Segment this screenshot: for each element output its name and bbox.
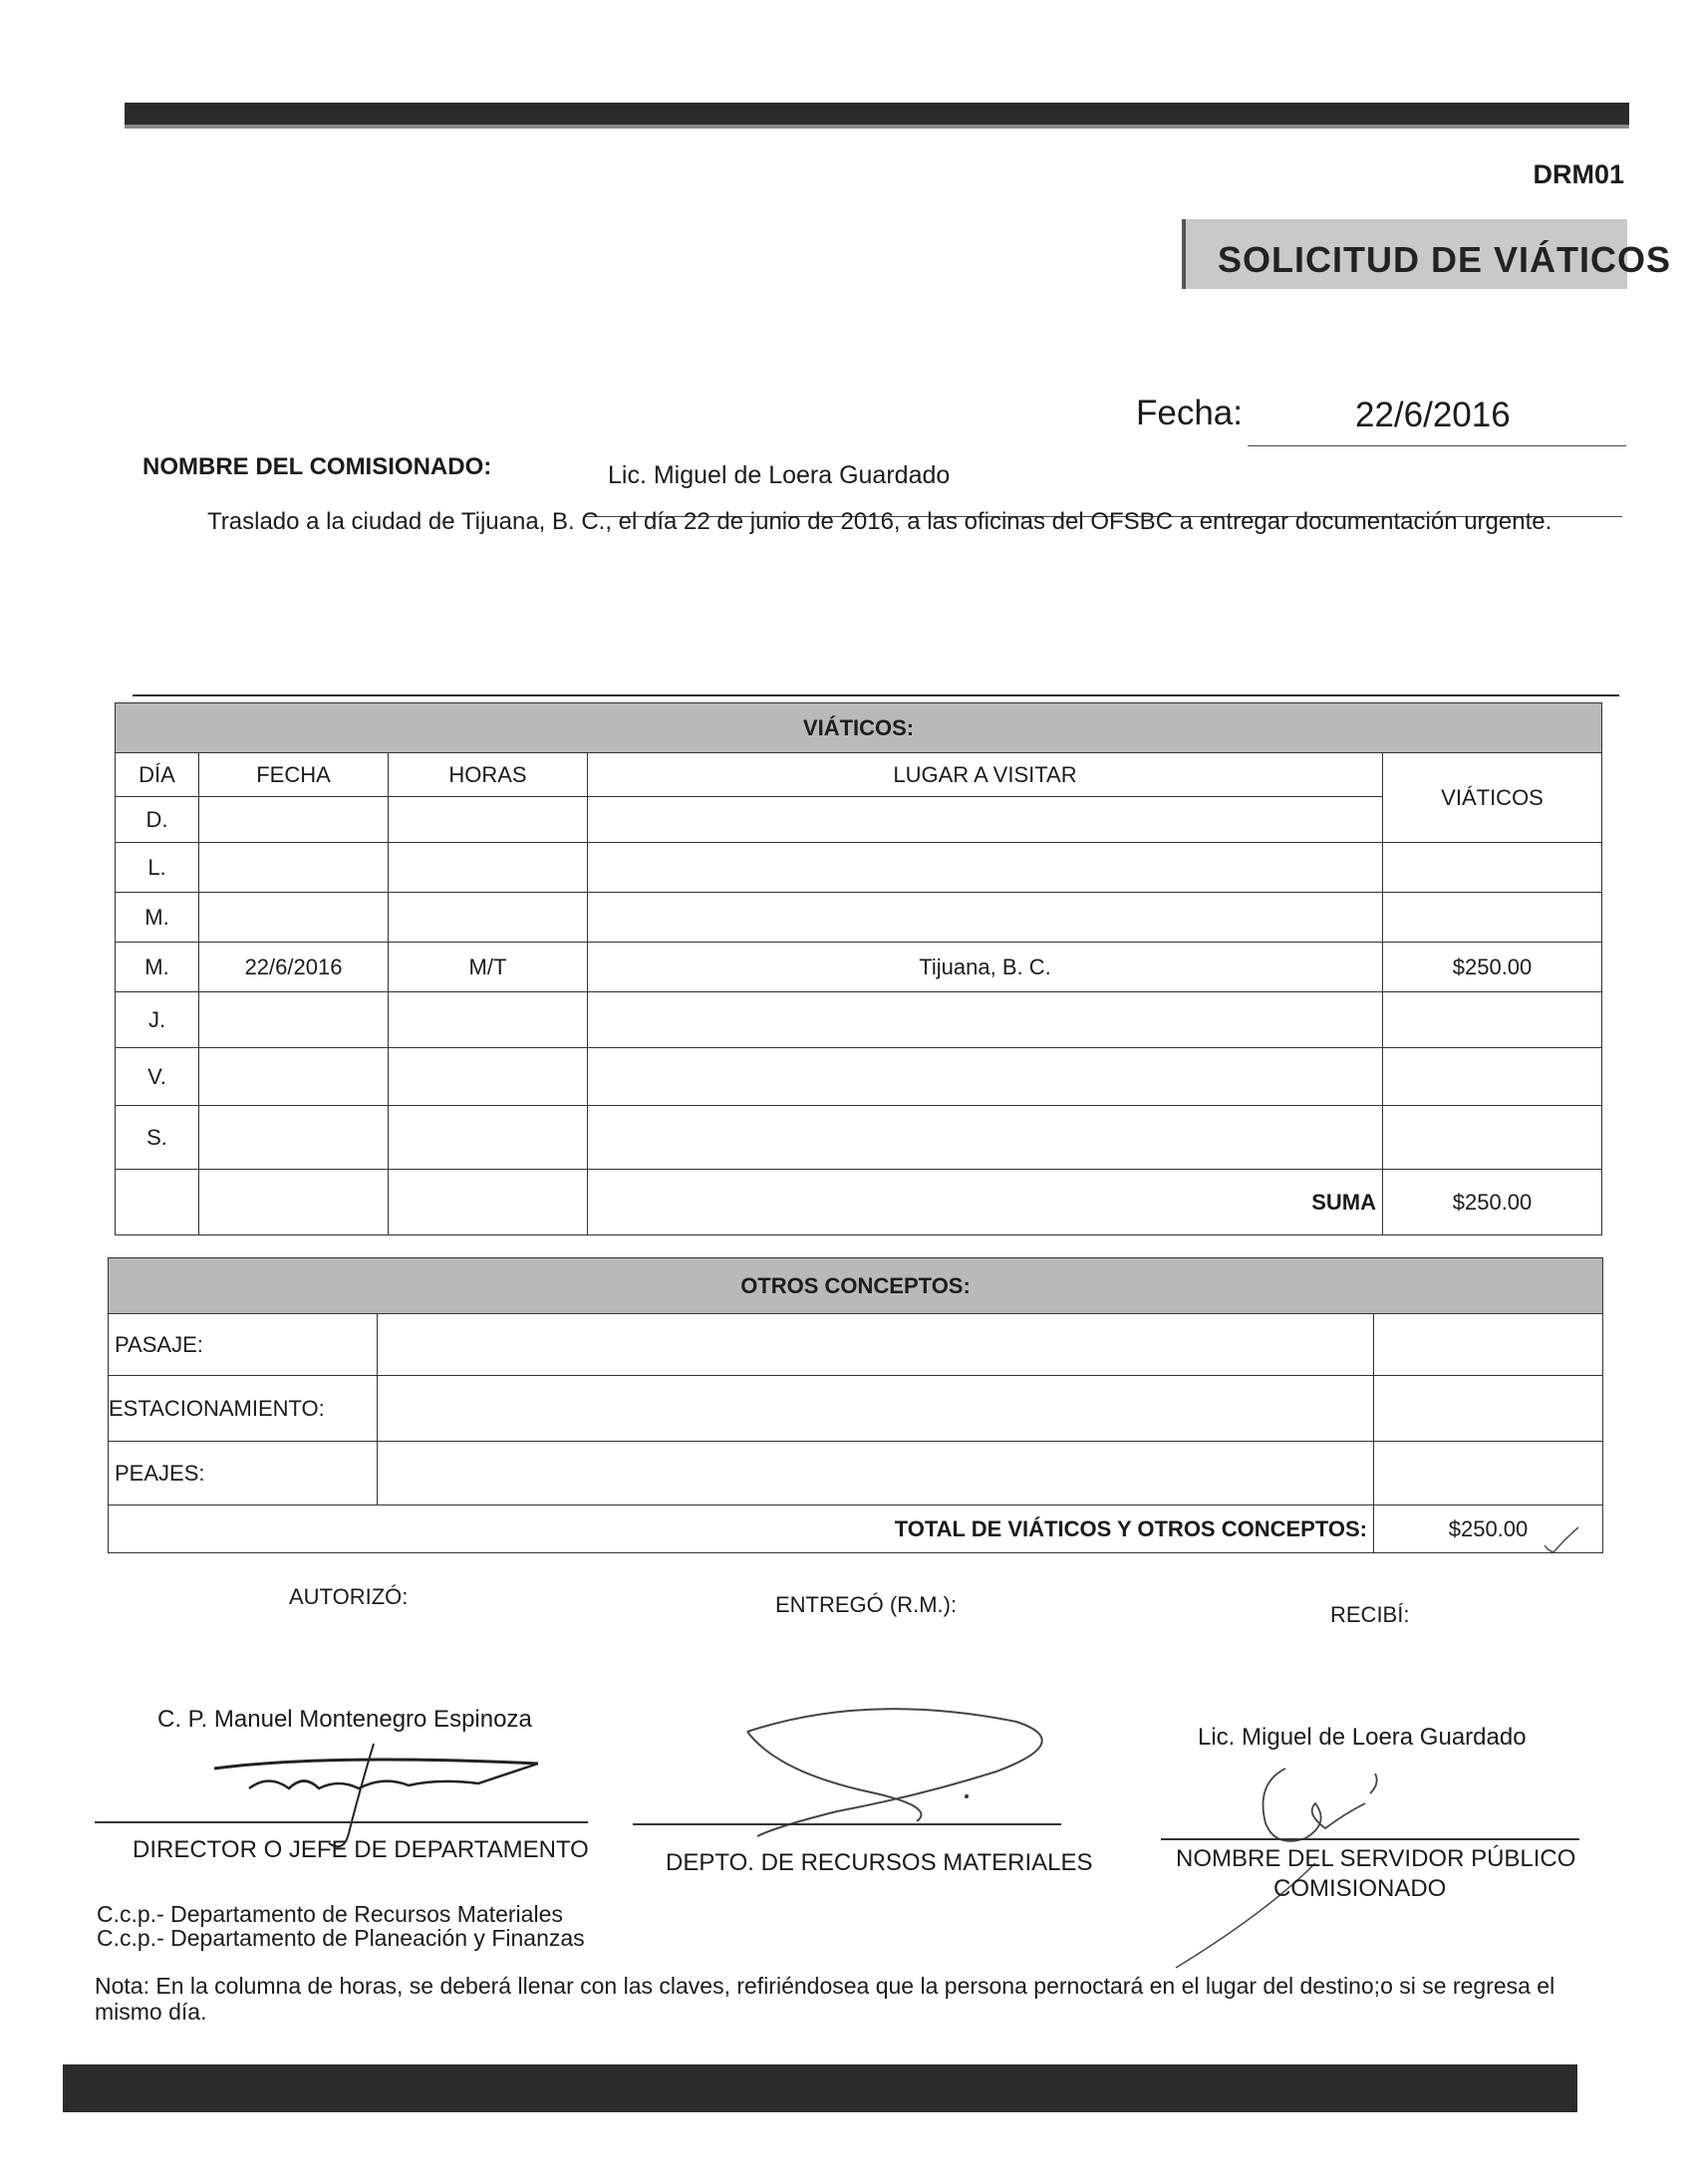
row-fecha[interactable] (199, 797, 389, 843)
autorizo-name: C. P. Manuel Montenegro Espinoza (157, 1706, 532, 1733)
viaticos-header-row (116, 753, 1602, 797)
row-horas[interactable]: M/T (389, 943, 588, 992)
col-viaticos: VIÁTICOS (1383, 753, 1602, 843)
estacionamiento-importe[interactable] (1374, 1376, 1603, 1442)
table-row (116, 943, 1602, 992)
row-lugar[interactable] (588, 1106, 1383, 1170)
form-code: DRM01 (1533, 159, 1624, 189)
pasaje-importe[interactable] (1374, 1314, 1603, 1376)
top-bar (125, 103, 1629, 125)
signature-line-entrego (633, 1823, 1061, 1825)
row-lugar[interactable] (588, 1048, 1383, 1106)
row-dia: J. (116, 992, 199, 1048)
row-lugar[interactable] (588, 893, 1383, 943)
recibi-name: Lic. Miguel de Loera Guardado (1198, 1724, 1527, 1751)
row-lugar[interactable] (588, 992, 1383, 1048)
row-horas[interactable] (389, 843, 588, 893)
total-value[interactable]: $250.00 (1374, 1505, 1603, 1553)
empty-cell (116, 1170, 199, 1235)
autorizo-role: DIRECTOR O JEFE DE DEPARTAMENTO (133, 1836, 589, 1863)
suma-row (116, 1170, 1602, 1235)
recibi-heading: RECIBÍ: (1330, 1602, 1410, 1627)
entrego-heading: ENTREGÓ (R.M.): (775, 1592, 958, 1617)
nota-text: Nota: En la columna de horas, se deberá llenar con las claves, refiriéndosea que la persona pernoctará en el lugar del destino;o si se regresa el mismo día. (95, 1973, 1555, 2025)
col-horas: HORAS (389, 753, 588, 797)
estacionamiento-label: ESTACIONAMIENTO: (109, 1376, 378, 1442)
row-horas[interactable] (389, 893, 588, 943)
ccp-line-2: C.c.p.- Departamento de Planeación y Finanzas (97, 1925, 585, 1951)
fecha-value[interactable]: 22/6/2016 (1355, 396, 1511, 434)
autorizo-heading: AUTORIZÓ: (289, 1584, 409, 1609)
row-dia: L. (116, 843, 199, 893)
peajes-detalle[interactable] (378, 1442, 1374, 1505)
table-row (109, 1314, 1603, 1376)
row-fecha[interactable]: 22/6/2016 (199, 943, 389, 992)
empty-cell (389, 1170, 588, 1235)
row-horas[interactable] (389, 992, 588, 1048)
entrego-role: DEPTO. DE RECURSOS MATERIALES (666, 1849, 1093, 1876)
row-lugar[interactable] (588, 797, 1383, 843)
checkmark-icon (1543, 1527, 1582, 1557)
comisionado-label: NOMBRE DEL COMISIONADO: (142, 453, 492, 480)
pasaje-detalle[interactable] (378, 1314, 1374, 1376)
table-row (116, 893, 1602, 943)
row-viaticos[interactable] (1383, 893, 1602, 943)
row-viaticos[interactable] (1383, 1106, 1602, 1170)
table-row (109, 1442, 1603, 1505)
viaticos-top-rule (133, 694, 1619, 696)
row-dia: S. (116, 1106, 199, 1170)
fecha-underline (1248, 445, 1626, 446)
row-fecha[interactable] (199, 992, 389, 1048)
peajes-importe[interactable] (1374, 1442, 1603, 1505)
motivo-text[interactable]: Traslado a la ciudad de Tijuana, B. C., el día 22 de junio de 2016, a las oficinas del OFSBC a entregar documentación urgente. (207, 508, 1552, 535)
row-lugar[interactable]: Tijuana, B. C. (588, 943, 1383, 992)
row-horas[interactable] (389, 1048, 588, 1106)
empty-cell (199, 1170, 389, 1235)
total-row (109, 1505, 1603, 1553)
ccp-line-1: C.c.p.- Departamento de Recursos Materiales (97, 1901, 563, 1927)
estacionamiento-detalle[interactable] (378, 1376, 1374, 1442)
signature-line-recibi (1161, 1838, 1579, 1840)
bottom-bar (63, 2064, 1577, 2112)
row-dia: D. (116, 797, 199, 843)
suma-label: SUMA (588, 1170, 1383, 1235)
signature-line-autorizo (95, 1821, 588, 1823)
row-fecha[interactable] (199, 1106, 389, 1170)
row-dia: M. (116, 943, 199, 992)
suma-value[interactable]: $250.00 (1383, 1170, 1602, 1235)
pasaje-label: PASAJE: (109, 1314, 378, 1376)
total-label: TOTAL DE VIÁTICOS Y OTROS CONCEPTOS: (109, 1505, 1374, 1553)
comisionado-value[interactable]: Lic. Miguel de Loera Guardado (608, 461, 951, 489)
table-row (109, 1376, 1603, 1442)
col-dia: DÍA (116, 753, 199, 797)
table-row (116, 1106, 1602, 1170)
recibi-role-line1: NOMBRE DEL SERVIDOR PÚBLICO (1176, 1845, 1576, 1872)
row-viaticos[interactable] (1383, 992, 1602, 1048)
top-bar-shadow (125, 125, 1629, 129)
col-fecha: FECHA (199, 753, 389, 797)
table-row (116, 1048, 1602, 1106)
recibi-role-line2: COMISIONADO (1273, 1875, 1447, 1902)
table-row (116, 843, 1602, 893)
signature-entrego (717, 1702, 1076, 1851)
otros-section-title: OTROS CONCEPTOS: (109, 1258, 1603, 1314)
table-row (116, 992, 1602, 1048)
row-fecha[interactable] (199, 1048, 389, 1106)
row-fecha[interactable] (199, 843, 389, 893)
row-horas[interactable] (389, 1106, 588, 1170)
viaticos-table (115, 702, 1602, 1235)
row-fecha[interactable] (199, 893, 389, 943)
fecha-label: Fecha: (1136, 394, 1243, 432)
viaticos-section-title: VIÁTICOS: (116, 703, 1602, 753)
row-dia: V. (116, 1048, 199, 1106)
row-horas[interactable] (389, 797, 588, 843)
row-dia: M. (116, 893, 199, 943)
otros-conceptos-table (108, 1257, 1603, 1553)
peajes-label: PEAJES: (109, 1442, 378, 1505)
col-lugar: LUGAR A VISITAR (588, 753, 1383, 797)
row-viaticos[interactable]: $250.00 (1383, 943, 1602, 992)
row-viaticos[interactable] (1383, 1048, 1602, 1106)
row-viaticos[interactable] (1383, 843, 1602, 893)
form-title: SOLICITUD DE VIÁTICOS (1218, 239, 1672, 280)
table-row (116, 797, 1602, 843)
signature-autorizo (209, 1734, 548, 1853)
row-lugar[interactable] (588, 843, 1383, 893)
